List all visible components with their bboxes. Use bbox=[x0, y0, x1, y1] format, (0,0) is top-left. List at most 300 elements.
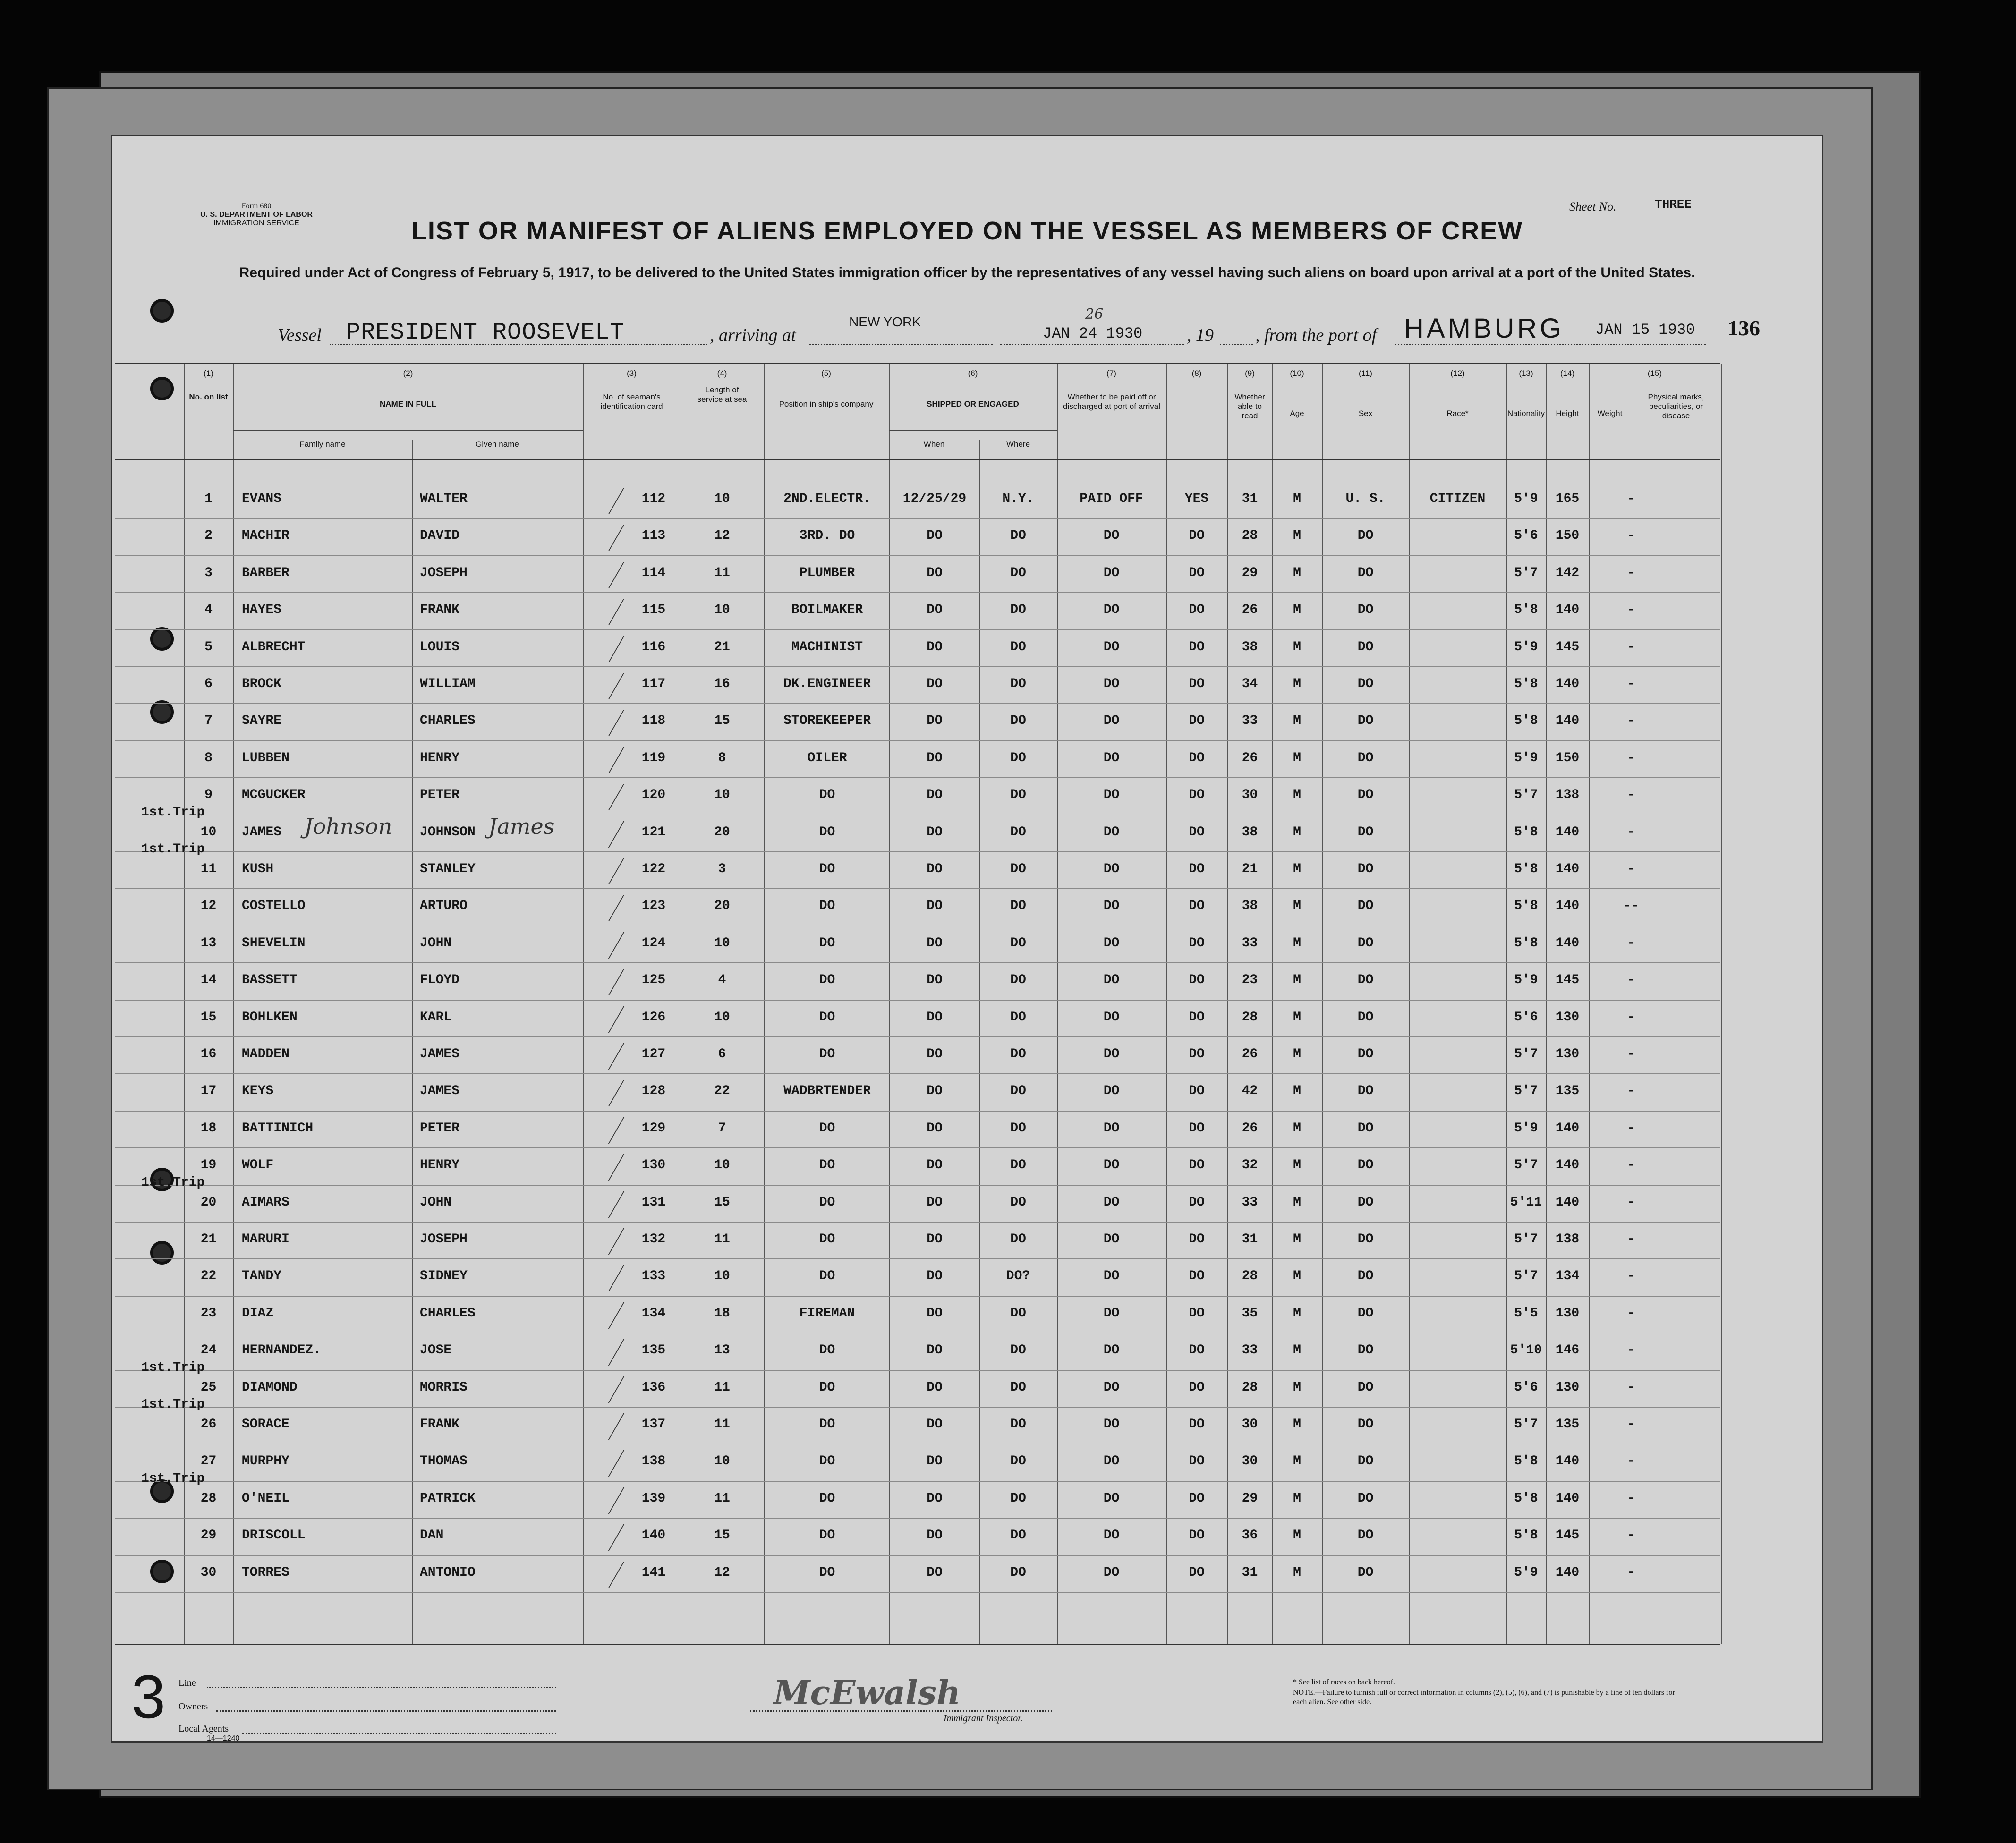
cell-card: 127 bbox=[641, 1047, 666, 1062]
cell-marks: - bbox=[1627, 492, 1635, 506]
cell-race: DO bbox=[1357, 528, 1374, 544]
cell-position: DO bbox=[819, 935, 835, 951]
cell-sex: M bbox=[1293, 713, 1301, 729]
cell-no: 26 bbox=[200, 1417, 217, 1432]
tick-mark bbox=[580, 562, 624, 588]
footnote-races: * See list of races on back hereof. bbox=[1293, 1678, 1395, 1686]
cell-sex: M bbox=[1293, 1047, 1301, 1062]
cell-card: 141 bbox=[641, 1565, 666, 1580]
cell-where: DO bbox=[1010, 935, 1026, 951]
cell-age: 29 bbox=[1242, 565, 1258, 580]
cell-weight: 140 bbox=[1555, 1565, 1580, 1580]
cell-age: 35 bbox=[1242, 1306, 1258, 1321]
cell-given: FRANK bbox=[420, 1417, 460, 1432]
cell-when: DO bbox=[927, 1417, 943, 1432]
cell-weight: 134 bbox=[1555, 1269, 1580, 1284]
cell-race: DO bbox=[1357, 1380, 1374, 1395]
cell-family: HAYES bbox=[242, 603, 282, 618]
cell-service: 11 bbox=[714, 565, 730, 580]
cell-sex: M bbox=[1293, 1380, 1301, 1395]
cell-read: YES bbox=[1184, 492, 1209, 506]
cell-card: 133 bbox=[641, 1269, 666, 1284]
cell-where: DO bbox=[1010, 639, 1026, 654]
tick-mark bbox=[580, 895, 624, 921]
cell-paid: DO bbox=[1103, 973, 1120, 988]
cell-marks: - bbox=[1627, 1454, 1635, 1469]
tick-mark bbox=[580, 525, 624, 551]
cell-where: DO bbox=[1010, 1010, 1026, 1025]
cell-no: 5 bbox=[204, 639, 213, 654]
cell-family: LUBBEN bbox=[242, 750, 289, 765]
tick-mark bbox=[580, 710, 624, 736]
table-row bbox=[115, 1556, 1720, 1593]
cell-position: DO bbox=[819, 1232, 835, 1247]
vessel-label: Vessel bbox=[278, 325, 322, 345]
cell-service: 11 bbox=[714, 1380, 730, 1395]
cell-height: 5'9 bbox=[1514, 750, 1538, 765]
table-row bbox=[115, 1175, 1720, 1223]
cell-no: 27 bbox=[200, 1454, 217, 1469]
cell-sex: M bbox=[1293, 677, 1301, 691]
cell-paid: DO bbox=[1103, 1158, 1120, 1173]
cell-card: 138 bbox=[641, 1454, 666, 1469]
cell-family: O'NEIL bbox=[242, 1491, 289, 1506]
cell-race: DO bbox=[1357, 713, 1374, 729]
sheet-no-value: THREE bbox=[1642, 197, 1704, 212]
tick-mark bbox=[580, 1117, 624, 1144]
cell-weight: 140 bbox=[1555, 824, 1580, 840]
tick-mark bbox=[580, 1265, 624, 1291]
cell-sex: M bbox=[1293, 1121, 1301, 1136]
col-header-where: Where bbox=[1006, 440, 1030, 449]
cell-height: 5'8 bbox=[1514, 1454, 1538, 1469]
cell-height: 5'6 bbox=[1514, 528, 1538, 544]
cell-service: 11 bbox=[714, 1232, 730, 1247]
cell-marks: - bbox=[1627, 603, 1635, 618]
cell-height: 5'8 bbox=[1514, 824, 1538, 840]
tick-mark bbox=[580, 821, 624, 848]
col-num: (8) bbox=[1191, 369, 1202, 378]
cell-age: 30 bbox=[1242, 1417, 1258, 1432]
cell-position: DK.ENGINEER bbox=[783, 677, 871, 691]
tick-mark bbox=[580, 1339, 624, 1366]
cell-paid: DO bbox=[1103, 677, 1120, 691]
cell-position: DO bbox=[819, 1417, 835, 1432]
cell-position: DO bbox=[819, 788, 835, 803]
table-row bbox=[115, 1297, 1720, 1333]
cell-height: 5'8 bbox=[1514, 1491, 1538, 1506]
cell-race: DO bbox=[1357, 677, 1374, 691]
col-num: (10) bbox=[1290, 369, 1304, 378]
table-row bbox=[115, 741, 1720, 778]
cell-read: DO bbox=[1189, 1269, 1205, 1284]
cell-race: DO bbox=[1357, 639, 1374, 654]
cell-marks: - bbox=[1627, 935, 1635, 951]
col-header-position: Position in ship's company bbox=[779, 399, 874, 408]
cell-sex: M bbox=[1293, 492, 1301, 506]
cell-marks: - bbox=[1627, 1232, 1635, 1247]
cell-no: 10 bbox=[200, 824, 217, 840]
cell-sex: M bbox=[1293, 1306, 1301, 1321]
cell-race: DO bbox=[1357, 862, 1374, 876]
cell-where: DO bbox=[1010, 788, 1026, 803]
cell-sex: M bbox=[1293, 1010, 1301, 1025]
cell-family: KUSH bbox=[242, 862, 274, 876]
tick-mark bbox=[580, 1006, 624, 1033]
cell-marks: - bbox=[1627, 677, 1635, 691]
vessel-name: PRESIDENT ROOSEVELT bbox=[346, 319, 625, 346]
col-header-given: Given name bbox=[476, 440, 519, 449]
cell-age: 26 bbox=[1242, 603, 1258, 618]
cell-race: DO bbox=[1357, 1528, 1374, 1543]
cell-sex: M bbox=[1293, 639, 1301, 654]
cell-where: DO bbox=[1010, 1084, 1026, 1099]
cell-age: 38 bbox=[1242, 639, 1258, 654]
tick-mark bbox=[580, 784, 624, 810]
arriving-label: , arriving at bbox=[710, 325, 796, 345]
cell-sex: M bbox=[1293, 1528, 1301, 1543]
cell-age: 36 bbox=[1242, 1528, 1258, 1543]
cell-height: 5'7 bbox=[1514, 1232, 1538, 1247]
cell-race: DO bbox=[1357, 1417, 1374, 1432]
tick-mark bbox=[580, 599, 624, 625]
cell-no: 15 bbox=[200, 1010, 217, 1025]
first-trip-note: 1st.Trip bbox=[141, 1360, 205, 1375]
cell-family: BOHLKEN bbox=[242, 1010, 298, 1025]
cell-service: 21 bbox=[714, 639, 730, 654]
cell-service: 16 bbox=[714, 677, 730, 691]
cell-sex: M bbox=[1293, 1269, 1301, 1284]
cell-when: DO bbox=[927, 639, 943, 654]
cell-family: ALBRECHT bbox=[242, 639, 306, 654]
cell-read: DO bbox=[1189, 1343, 1205, 1358]
cell-paid: DO bbox=[1103, 935, 1120, 951]
cell-weight: 145 bbox=[1555, 1528, 1580, 1543]
cell-read: DO bbox=[1189, 713, 1205, 729]
cell-where: DO bbox=[1010, 750, 1026, 765]
cell-when: DO bbox=[927, 788, 943, 803]
cell-read: DO bbox=[1189, 1158, 1205, 1173]
cell-service: 7 bbox=[718, 1121, 726, 1136]
col-header-nationality: Nationality bbox=[1507, 409, 1545, 418]
cell-paid: DO bbox=[1103, 1565, 1120, 1580]
cell-where: DO bbox=[1010, 1454, 1026, 1469]
cell-weight: 140 bbox=[1555, 1491, 1580, 1506]
cell-age: 34 bbox=[1242, 677, 1258, 691]
tick-mark bbox=[580, 1302, 624, 1329]
cell-service: 10 bbox=[714, 1010, 730, 1025]
cell-marks: - bbox=[1627, 1158, 1635, 1173]
cell-given: PETER bbox=[420, 788, 460, 803]
cell-paid: DO bbox=[1103, 862, 1120, 876]
cell-paid: DO bbox=[1103, 1306, 1120, 1321]
cell-where: DO bbox=[1010, 973, 1026, 988]
cell-where: DO bbox=[1010, 1047, 1026, 1062]
cell-given: JOSEPH bbox=[420, 565, 468, 580]
cell-weight: 165 bbox=[1555, 492, 1580, 506]
cell-marks: - bbox=[1627, 1010, 1635, 1025]
cell-service: 15 bbox=[714, 1195, 730, 1210]
tick-mark bbox=[580, 932, 624, 959]
cell-weight: 135 bbox=[1555, 1417, 1580, 1432]
cell-card: 130 bbox=[641, 1158, 666, 1173]
cell-paid: DO bbox=[1103, 824, 1120, 840]
cell-weight: 140 bbox=[1555, 1195, 1580, 1210]
col-num: (12) bbox=[1450, 369, 1465, 378]
cell-height: 5'8 bbox=[1514, 677, 1538, 691]
cell-position: WADBRTENDER bbox=[783, 1084, 871, 1099]
cell-race: DO bbox=[1357, 1306, 1374, 1321]
cell-height: 5'7 bbox=[1514, 788, 1538, 803]
cell-given: JOSEPH bbox=[420, 1232, 468, 1247]
cell-paid: PAID OFF bbox=[1080, 492, 1143, 506]
cell-age: 28 bbox=[1242, 528, 1258, 544]
handwritten-family-correction: Johnson bbox=[304, 813, 392, 839]
cell-given: CHARLES bbox=[420, 713, 476, 729]
cell-given: HENRY bbox=[420, 750, 460, 765]
cell-read: DO bbox=[1189, 750, 1205, 765]
tick-mark bbox=[580, 1524, 624, 1551]
cell-sex: M bbox=[1293, 603, 1301, 618]
departure-port: HAMBURG bbox=[1404, 313, 1564, 344]
cell-race: DO bbox=[1357, 1269, 1374, 1284]
cell-family: MADDEN bbox=[242, 1047, 289, 1062]
cell-marks: - bbox=[1627, 1121, 1635, 1136]
cell-when: DO bbox=[927, 862, 943, 876]
cell-marks: - bbox=[1627, 1269, 1635, 1284]
cell-position: DO bbox=[819, 1195, 835, 1210]
cell-marks: - bbox=[1627, 1306, 1635, 1321]
cell-height: 5'8 bbox=[1514, 862, 1538, 876]
cell-read: DO bbox=[1189, 565, 1205, 580]
cell-card: 139 bbox=[641, 1491, 666, 1506]
cell-sex: M bbox=[1293, 1232, 1301, 1247]
cell-position: BOILMAKER bbox=[791, 603, 863, 618]
manifest-sheet bbox=[111, 135, 1823, 1743]
first-trip-note: 1st.Trip bbox=[141, 1471, 205, 1486]
cell-family: SHEVELIN bbox=[242, 935, 306, 951]
cell-when: DO bbox=[927, 565, 943, 580]
cell-when: DO bbox=[927, 1380, 943, 1395]
cell-read: DO bbox=[1189, 1454, 1205, 1469]
cell-weight: 142 bbox=[1555, 565, 1580, 580]
cell-height: 5'7 bbox=[1514, 565, 1538, 580]
cell-position: DO bbox=[819, 1343, 835, 1358]
tick-mark bbox=[580, 1228, 624, 1255]
cell-age: 29 bbox=[1242, 1491, 1258, 1506]
cell-given: HENRY bbox=[420, 1158, 460, 1173]
cell-where: DO bbox=[1010, 713, 1026, 729]
col-header-race: Race* bbox=[1446, 409, 1469, 418]
cell-service: 12 bbox=[714, 528, 730, 544]
cell-given: MORRIS bbox=[420, 1380, 468, 1395]
table-row bbox=[115, 704, 1720, 741]
cell-service: 10 bbox=[714, 1269, 730, 1284]
cell-where: N.Y. bbox=[1002, 492, 1034, 506]
tick-mark bbox=[580, 747, 624, 773]
cell-age: 26 bbox=[1242, 1047, 1258, 1062]
handwritten-given-correction: James bbox=[488, 813, 555, 839]
department-label: U. S. DEPARTMENT OF LABOR bbox=[200, 211, 313, 219]
table-row bbox=[115, 1001, 1720, 1037]
cell-family: MCGUCKER bbox=[242, 788, 306, 803]
cell-card: 121 bbox=[641, 824, 666, 840]
table-row bbox=[115, 889, 1720, 926]
cell-age: 23 bbox=[1242, 973, 1258, 988]
cell-read: DO bbox=[1189, 1084, 1205, 1099]
cell-when: DO bbox=[927, 528, 943, 544]
cell-sex: M bbox=[1293, 862, 1301, 876]
cell-service: 20 bbox=[714, 824, 730, 840]
cell-race: DO bbox=[1357, 1232, 1374, 1247]
cell-position: STOREKEEPER bbox=[783, 713, 871, 729]
cell-race: DO bbox=[1357, 824, 1374, 840]
cell-read: DO bbox=[1189, 1047, 1205, 1062]
arrival-date-stamp: JAN 24 1930 bbox=[1043, 325, 1143, 342]
cell-when: DO bbox=[927, 1454, 943, 1469]
table-body bbox=[115, 482, 1720, 1644]
cell-family: BASSETT bbox=[242, 973, 298, 988]
table-row bbox=[115, 926, 1720, 963]
col-header-marks: Physical marks, peculiarities, or disease bbox=[1648, 392, 1704, 420]
cell-age: 42 bbox=[1242, 1084, 1258, 1099]
cell-family: SORACE bbox=[242, 1417, 289, 1432]
cell-no: 19 bbox=[200, 1158, 217, 1173]
cell-weight: 138 bbox=[1555, 788, 1580, 803]
cell-weight: 140 bbox=[1555, 899, 1580, 914]
cell-family: COSTELLO bbox=[242, 899, 306, 914]
cell-age: 33 bbox=[1242, 935, 1258, 951]
cell-position: DO bbox=[819, 1491, 835, 1506]
cell-position: DO bbox=[819, 1269, 835, 1284]
cell-position: DO bbox=[819, 1380, 835, 1395]
cell-position: DO bbox=[819, 1565, 835, 1580]
cell-age: 31 bbox=[1242, 1232, 1258, 1247]
table-row bbox=[115, 1037, 1720, 1074]
page-number: 136 bbox=[1727, 316, 1760, 340]
cell-card: 136 bbox=[641, 1380, 666, 1395]
cell-weight: 140 bbox=[1555, 1158, 1580, 1173]
cell-family: KEYS bbox=[242, 1084, 274, 1099]
table-row bbox=[115, 805, 1720, 852]
cell-marks: - bbox=[1627, 1528, 1635, 1543]
cell-given: LOUIS bbox=[420, 639, 460, 654]
table-row bbox=[115, 482, 1720, 519]
cell-given: JOHN bbox=[420, 935, 452, 951]
cell-read: DO bbox=[1189, 973, 1205, 988]
cell-sex: M bbox=[1293, 1417, 1301, 1432]
cell-marks: - bbox=[1627, 862, 1635, 876]
cell-sex: M bbox=[1293, 1195, 1301, 1210]
cell-paid: DO bbox=[1103, 1380, 1120, 1395]
cell-service: 8 bbox=[718, 750, 726, 765]
cell-when: DO bbox=[927, 1491, 943, 1506]
cell-position: DO bbox=[819, 1158, 835, 1173]
cell-when: DO bbox=[927, 603, 943, 618]
cell-read: DO bbox=[1189, 677, 1205, 691]
cell-marks: - bbox=[1627, 528, 1635, 544]
cell-position: DO bbox=[819, 1454, 835, 1469]
cell-age: 21 bbox=[1242, 862, 1258, 876]
line-label: Line bbox=[179, 1678, 196, 1688]
cell-no: 25 bbox=[200, 1380, 217, 1395]
cell-no: 6 bbox=[204, 677, 213, 691]
col-header-family: Family name bbox=[299, 440, 346, 449]
cell-no: 14 bbox=[200, 973, 217, 988]
cell-read: DO bbox=[1189, 1010, 1205, 1025]
year-label: , 19 bbox=[1187, 325, 1214, 345]
cell-weight: 140 bbox=[1555, 677, 1580, 691]
cell-height: 5'6 bbox=[1514, 1010, 1538, 1025]
cell-paid: DO bbox=[1103, 1232, 1120, 1247]
cell-where: DO? bbox=[1006, 1269, 1030, 1284]
cell-card: 140 bbox=[641, 1528, 666, 1543]
cell-race: DO bbox=[1357, 1565, 1374, 1580]
cell-service: 20 bbox=[714, 899, 730, 914]
cell-card: 126 bbox=[641, 1010, 666, 1025]
cell-height: 5'8 bbox=[1514, 1528, 1538, 1543]
cell-card: 112 bbox=[641, 492, 666, 506]
cell-marks: - bbox=[1627, 1417, 1635, 1432]
cell-given: DAVID bbox=[420, 528, 460, 544]
cell-family: WOLF bbox=[242, 1158, 274, 1173]
cell-sex: M bbox=[1293, 1084, 1301, 1099]
cell-where: DO bbox=[1010, 862, 1026, 876]
cell-paid: DO bbox=[1103, 788, 1120, 803]
cell-card: 118 bbox=[641, 713, 666, 729]
col-header-service: Length of service at sea bbox=[697, 385, 747, 404]
form-code: 14—1240 bbox=[207, 1734, 240, 1742]
tick-mark bbox=[580, 1562, 624, 1588]
cell-paid: DO bbox=[1103, 639, 1120, 654]
cell-service: 11 bbox=[714, 1417, 730, 1432]
cell-paid: DO bbox=[1103, 1343, 1120, 1358]
cell-weight: 146 bbox=[1555, 1343, 1580, 1358]
first-trip-note: 1st.Trip bbox=[141, 1397, 205, 1412]
service-label: IMMIGRATION SERVICE bbox=[213, 219, 299, 227]
table-row bbox=[115, 556, 1720, 593]
cell-sex: M bbox=[1293, 824, 1301, 840]
cell-card: 117 bbox=[641, 677, 666, 691]
cell-marks: - bbox=[1627, 713, 1635, 729]
cell-no: 22 bbox=[200, 1269, 217, 1284]
owners-label: Owners bbox=[179, 1701, 208, 1712]
cell-paid: DO bbox=[1103, 750, 1120, 765]
cell-service: 11 bbox=[714, 1491, 730, 1506]
cell-race: DO bbox=[1357, 750, 1374, 765]
cell-position: DO bbox=[819, 1121, 835, 1136]
cell-when: DO bbox=[927, 1047, 943, 1062]
cell-paid: DO bbox=[1103, 1269, 1120, 1284]
cell-read: DO bbox=[1189, 824, 1205, 840]
sheet-no-label: Sheet No. bbox=[1569, 200, 1616, 213]
col-header-weight: Weight bbox=[1597, 409, 1623, 418]
cell-sex: M bbox=[1293, 750, 1301, 765]
cell-marks: - bbox=[1627, 1084, 1635, 1099]
cell-when: DO bbox=[927, 713, 943, 729]
cell-marks: - bbox=[1627, 639, 1635, 654]
cell-position: PLUMBER bbox=[799, 565, 855, 580]
cell-service: 10 bbox=[714, 492, 730, 506]
cell-where: DO bbox=[1010, 1121, 1026, 1136]
cell-position: DO bbox=[819, 973, 835, 988]
cell-no: 30 bbox=[200, 1565, 217, 1580]
cell-position: DO bbox=[819, 1010, 835, 1025]
cell-given: WILLIAM bbox=[420, 677, 476, 691]
inspector-label: Immigrant Inspector. bbox=[944, 1713, 1023, 1724]
cell-where: DO bbox=[1010, 1343, 1026, 1358]
cell-height: 5'9 bbox=[1514, 1121, 1538, 1136]
